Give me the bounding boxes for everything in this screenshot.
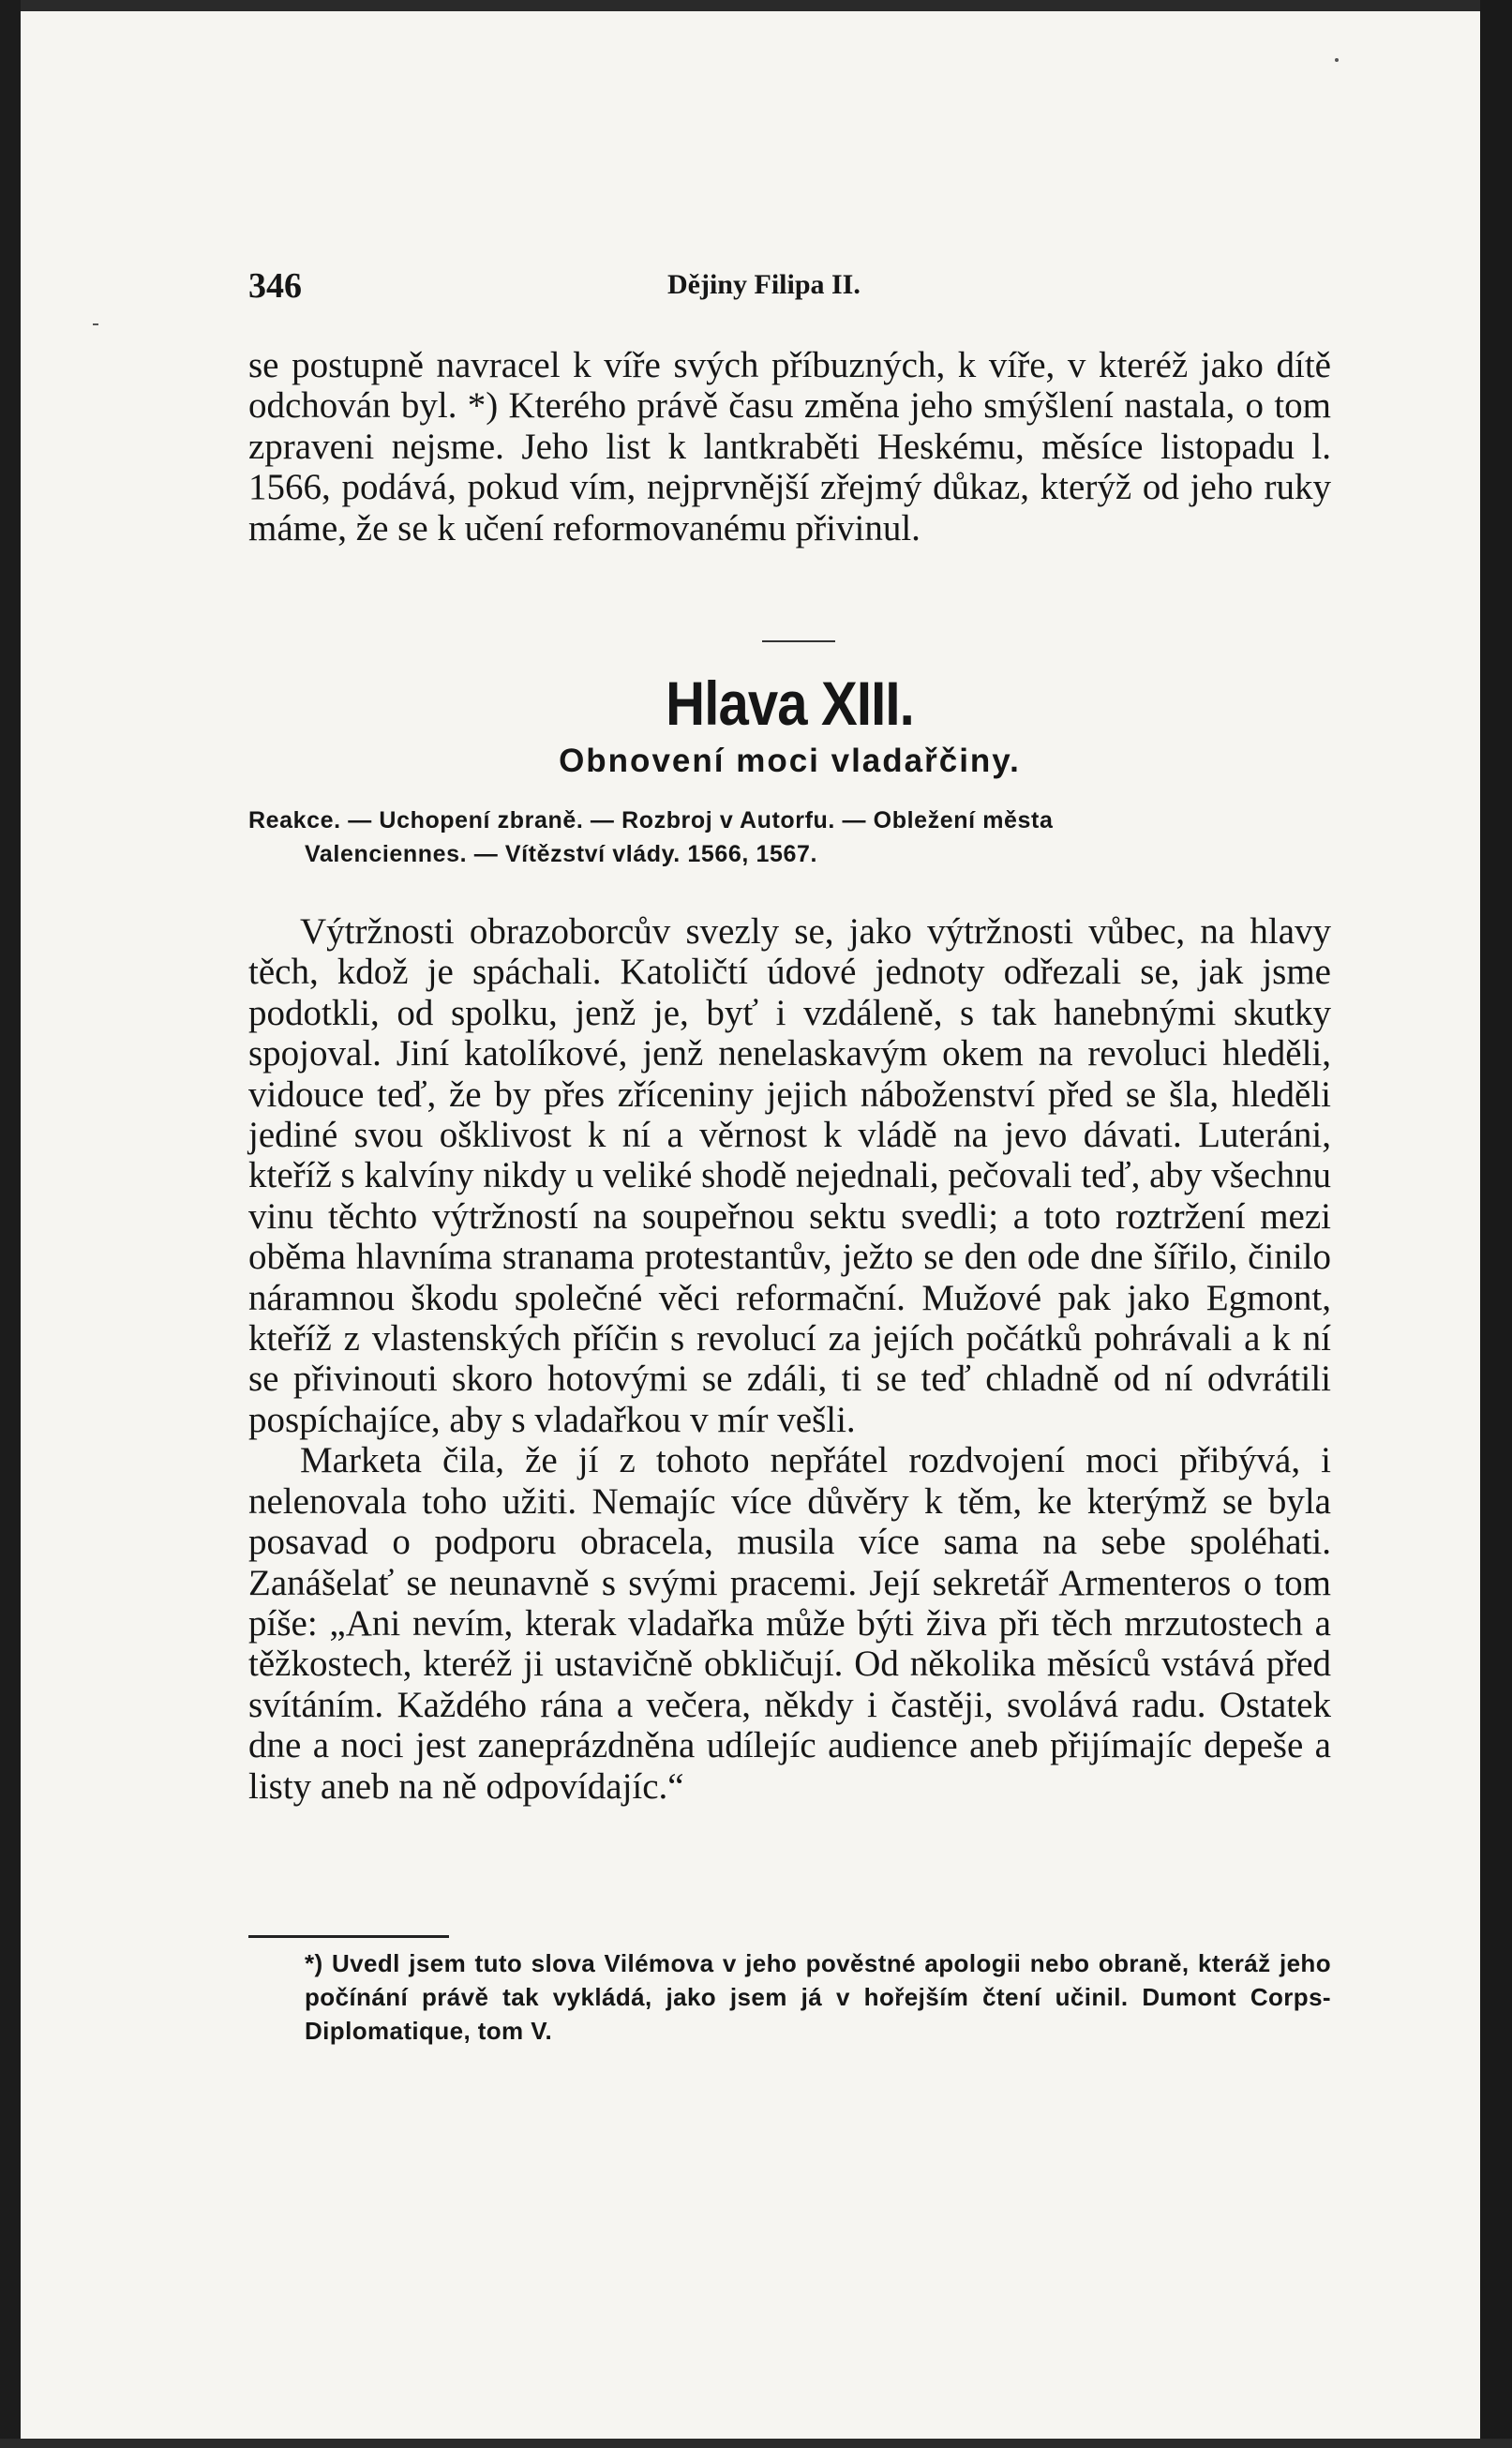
scan-edge-left	[0, 0, 21, 2448]
running-title: Dějiny Filipa II.	[667, 269, 861, 300]
summary-line: Valenciennes. — Vítězství vlády. 1566, 1567.	[305, 841, 818, 867]
body-paragraph: Výtržnosti obrazoborcův svezly se, jako výtržnosti vůbec, na hlavy těch, kdož je spáchali. Katoličtí údové jednoty odřezali se, jak jsme podotkli, od spolku, jenž je, byť i vzdáleně, s tak hanebnými skutky spojoval. Jiní katolíkové, jenž nenelaskavým okem na revoluci hleděli, vidouce teď, že by přes zříceniny jejich náboženství před se šla, hleděli jediné svou ošklivost k ní a věrnost k vládě na jevo dávati. Luteráni, kteříž s kalvíny nikdy u veliké shodě nejednali, pečovali teď, aby všechnu vinu těchto výtržností na soupeřnou sektu svedli; a toto roztržení mezi oběma hlavníma stranama protestantův, ježto se den ode dne šířilo, činilo náramnou škodu společné věci reformační. Mužové pak jako Egmont, kteříž z vlastenských příčin s revolucí za jejích počátků pohrávali a k ní se přivinouti skoro hotovými se zdáli, ti se teď chladně od ní odvrátili pospíchajíce, aby s vladařkou v mír vešli.	[248, 911, 1331, 1440]
chapter-subtitle: Obnovení moci vladařčiny.	[559, 743, 1021, 779]
scan-edge-top	[0, 0, 1512, 11]
chapter-body	[248, 911, 1331, 1807]
scan-speck	[93, 323, 98, 325]
summary-line: Reakce. — Uchopení zbraně. — Rozbroj v Autorfu. — Obležení města	[248, 807, 1054, 834]
body-paragraph: Marketa čila, že jí z tohoto nepřátel rozdvojení moci přibývá, i nelenovala toho užiti. Nemajíc více důvěry k těm, ke kterýmž se byla posavad o podporu obracela, musila více sama na sebe spoléhati. Zanášelať se neunavně s svými pracemi. Její sekretář Armenteros o tom píše: „Ani nevím, kterak vladařka může býti živa při těch mrzutostech a těžkostech, kteréž ji ustavičně obkličují. Od několika měsíců vstává před svítáním. Každého rána a večera, někdy i častěji, svolává radu. Ostatek dne a noci jest zaneprázdněna udílejíc audience aneb přijímajíc depeše a listy aneb na ně odpovídajíc.“	[248, 1440, 1331, 1807]
section-divider	[762, 640, 835, 642]
page-number: 346	[248, 266, 302, 306]
chapter-summary	[248, 803, 1350, 871]
scan-speck	[1335, 58, 1339, 62]
footnote: *) Uvedl jsem tuto slova Vilémova v jeho pověstné apologii nebo obraně, kteráž jeho počínání právě tak vykládá, jako jsem já v hořejším čtení učinil. Dumont Corps-Diplomatique, tom V.	[305, 1949, 1331, 2045]
page-header	[248, 265, 1331, 312]
continued-paragraph	[248, 345, 1331, 548]
scan-edge-right	[1480, 0, 1512, 2448]
scan-edge-bottom	[0, 2439, 1512, 2448]
footnote-rule	[248, 1935, 449, 1938]
chapter-title: Hlava XIII.	[666, 668, 914, 738]
paragraph-text: se postupně navracel k víře svých příbuzných, k víře, v kteréž jako dítě odchován byl. *) Kterého právě času změna jeho smýšlení nastala, o tom zpraveni nejsme. Jeho list k lantkraběti Heskému, měsíce listopadu l. 1566, podává, pokud vím, nejprvnější zřejmý důkaz, kterýž od jeho ruky máme, že se k učení reformovanému přivinul.	[248, 345, 1331, 548]
